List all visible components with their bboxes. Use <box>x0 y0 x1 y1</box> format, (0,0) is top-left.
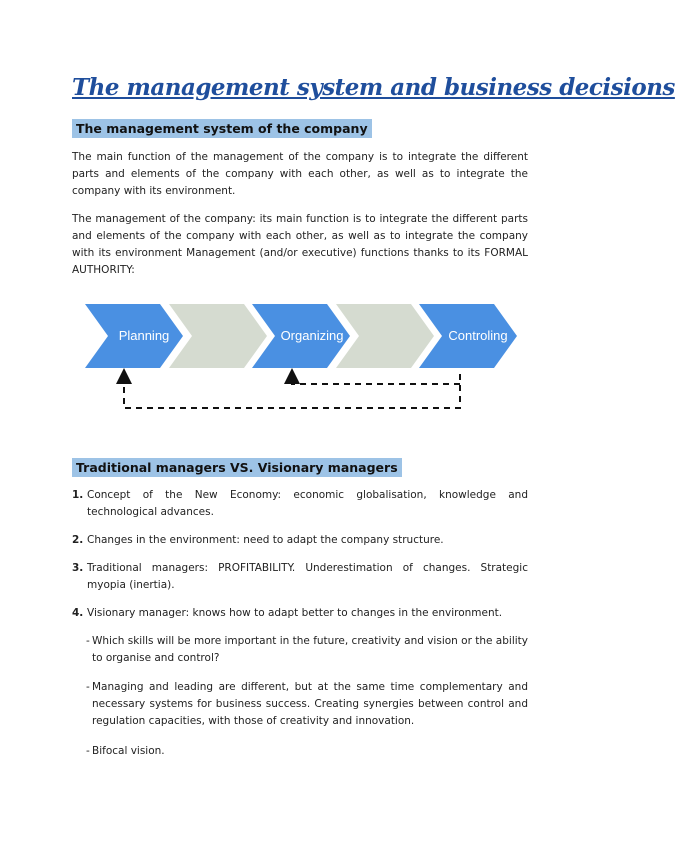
sub-list-item <box>86 633 528 667</box>
sub-list-text: Managing and leading are different, but at the same time complementary and necessary systems for business success. Creating synergies between control and regulation capacities, with those of creativity and innovation. <box>92 681 528 727</box>
list-item-text: Traditional managers: PROFITABILITY. Underestimation of changes. Strategic myopia (inertia). <box>87 562 528 591</box>
chevron-label-planning: Planning <box>118 328 170 343</box>
sub-list-text: Which skills will be more important in the future, creativity and vision or the ability to organise and control? <box>92 635 528 664</box>
process-chevron-diagram <box>80 296 520 416</box>
list-item-number: 4. <box>72 607 84 619</box>
list-item-text: Changes in the environment: need to adapt the company structure. <box>87 534 444 546</box>
page-title: The management system and business decisions <box>72 74 675 101</box>
feedback-branch-dashed-line <box>292 376 460 384</box>
section-heading-managers: Traditional managers VS. Visionary managers <box>72 458 402 477</box>
paragraph-management-functions: The management of the company: its main function is to integrate the different parts and elements of the company with each other, as well as to integrate the company with its environment Management (and/or executive) functions thanks to its FORMAL AUTHORITY: <box>72 213 528 276</box>
list-item-number: 1. <box>72 489 84 501</box>
list-item-text: Visionary manager: knows how to adapt better to changes in the environment. <box>87 607 503 619</box>
list-item-text: Concept of the New Economy: economic globalisation, knowledge and technological advances. <box>87 489 528 518</box>
list-item-number: 2. <box>72 534 84 546</box>
list-item <box>72 487 528 521</box>
feedback-loop-dashed-line <box>124 374 460 408</box>
list-item-number: 3. <box>72 562 84 574</box>
sub-list-dash: - <box>86 635 90 647</box>
list-item <box>72 560 528 594</box>
sub-list-item <box>86 679 528 730</box>
chevron-label-controling: Controling <box>448 328 508 343</box>
sub-list-dash: - <box>86 681 90 693</box>
list-item <box>72 532 528 549</box>
paragraph-main-function: The main function of the management of the company is to integrate the different parts and elements of the company with each other, as well as to integrate the company with its environment. <box>72 151 528 197</box>
section-heading-management-system: The management system of the company <box>72 119 372 138</box>
chevron-label-organizing: Organizing <box>280 328 344 343</box>
list-item <box>72 605 528 622</box>
chevron-blank-2 <box>336 304 434 368</box>
sub-list-dash: - <box>86 745 90 757</box>
sub-list-text: Bifocal vision. <box>92 745 165 757</box>
chevron-blank-1 <box>169 304 267 368</box>
sub-list-item <box>86 743 528 760</box>
